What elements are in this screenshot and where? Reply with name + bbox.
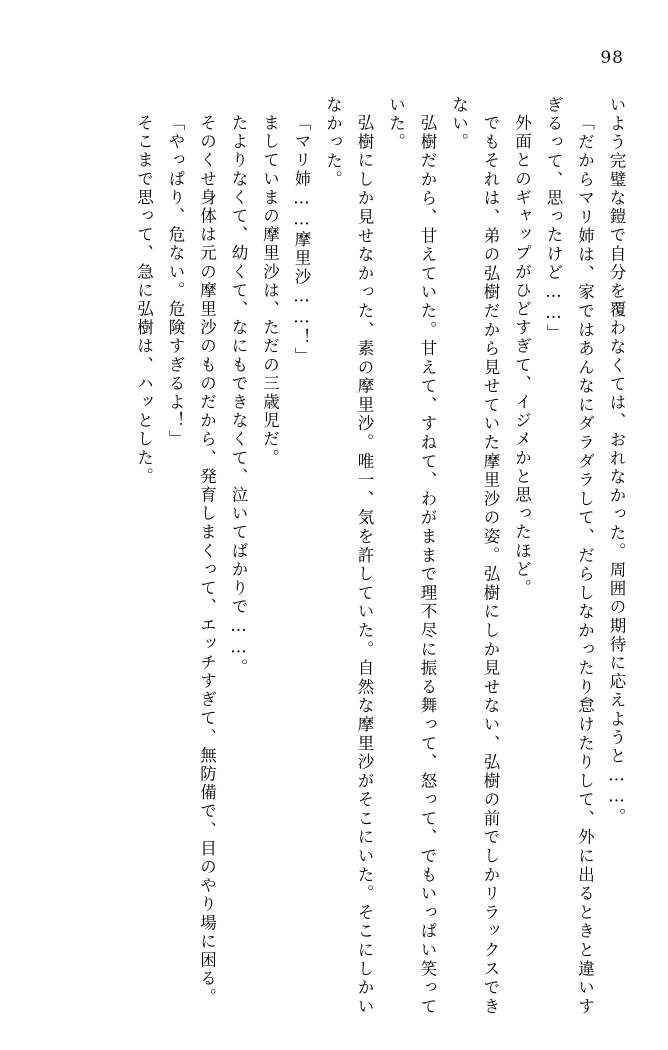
- paragraph: でもそれは、弟の弘樹だから見せていた摩里沙の姿。弘樹にしか見せない、弘樹の前でしかリラックスできない。: [449, 96, 500, 1016]
- paragraph: 「マリ姉……摩里沙……！」: [292, 114, 311, 366]
- paragraph: そのくせ身体は元の摩里沙のものだから、発育しまくって、エッチすぎて、無防備で、目のやり場に困る。: [197, 114, 217, 1007]
- paragraph: いよう完璧な鎧で自分を覆わなくては、おれなかった。周囲の期待に応えようと……。: [607, 96, 626, 827]
- paragraph: ましていまの摩里沙は、ただの三歳児だ。: [260, 114, 280, 468]
- paragraph: 「だからマリ姉は、家ではあんなにダラダラして、だらしなかったり怠けたりして、外に出るときと違いすぎるって、思ったけど……」: [544, 96, 595, 1016]
- page-number: 98: [600, 48, 624, 68]
- paragraph: 「やっぱり、危ない。危険すぎるよ！」: [166, 114, 185, 449]
- paragraph: 弘樹だから、甘えていた。甘えて、すねて、わがままで理不尽に振る舞って、怒って、でもいっぱい笑っていた。: [386, 96, 437, 1016]
- paragraph: たよりなくて、幼くて、なにもできなくて、泣いてばかりで……。: [229, 114, 248, 677]
- paragraph: 弘樹にしか見せなかった、素の摩里沙。唯一、気を許していた。自然な摩里沙がそこにいた。そこにしかいなかった。: [323, 96, 374, 1016]
- paragraph: そこまで思って、急に弘樹は、ハッとした。: [134, 114, 154, 486]
- paragraph: 外面とのギャップがひどすぎて、イジメかと思ったほど。: [512, 114, 532, 598]
- page-body-text: [34, 96, 632, 1016]
